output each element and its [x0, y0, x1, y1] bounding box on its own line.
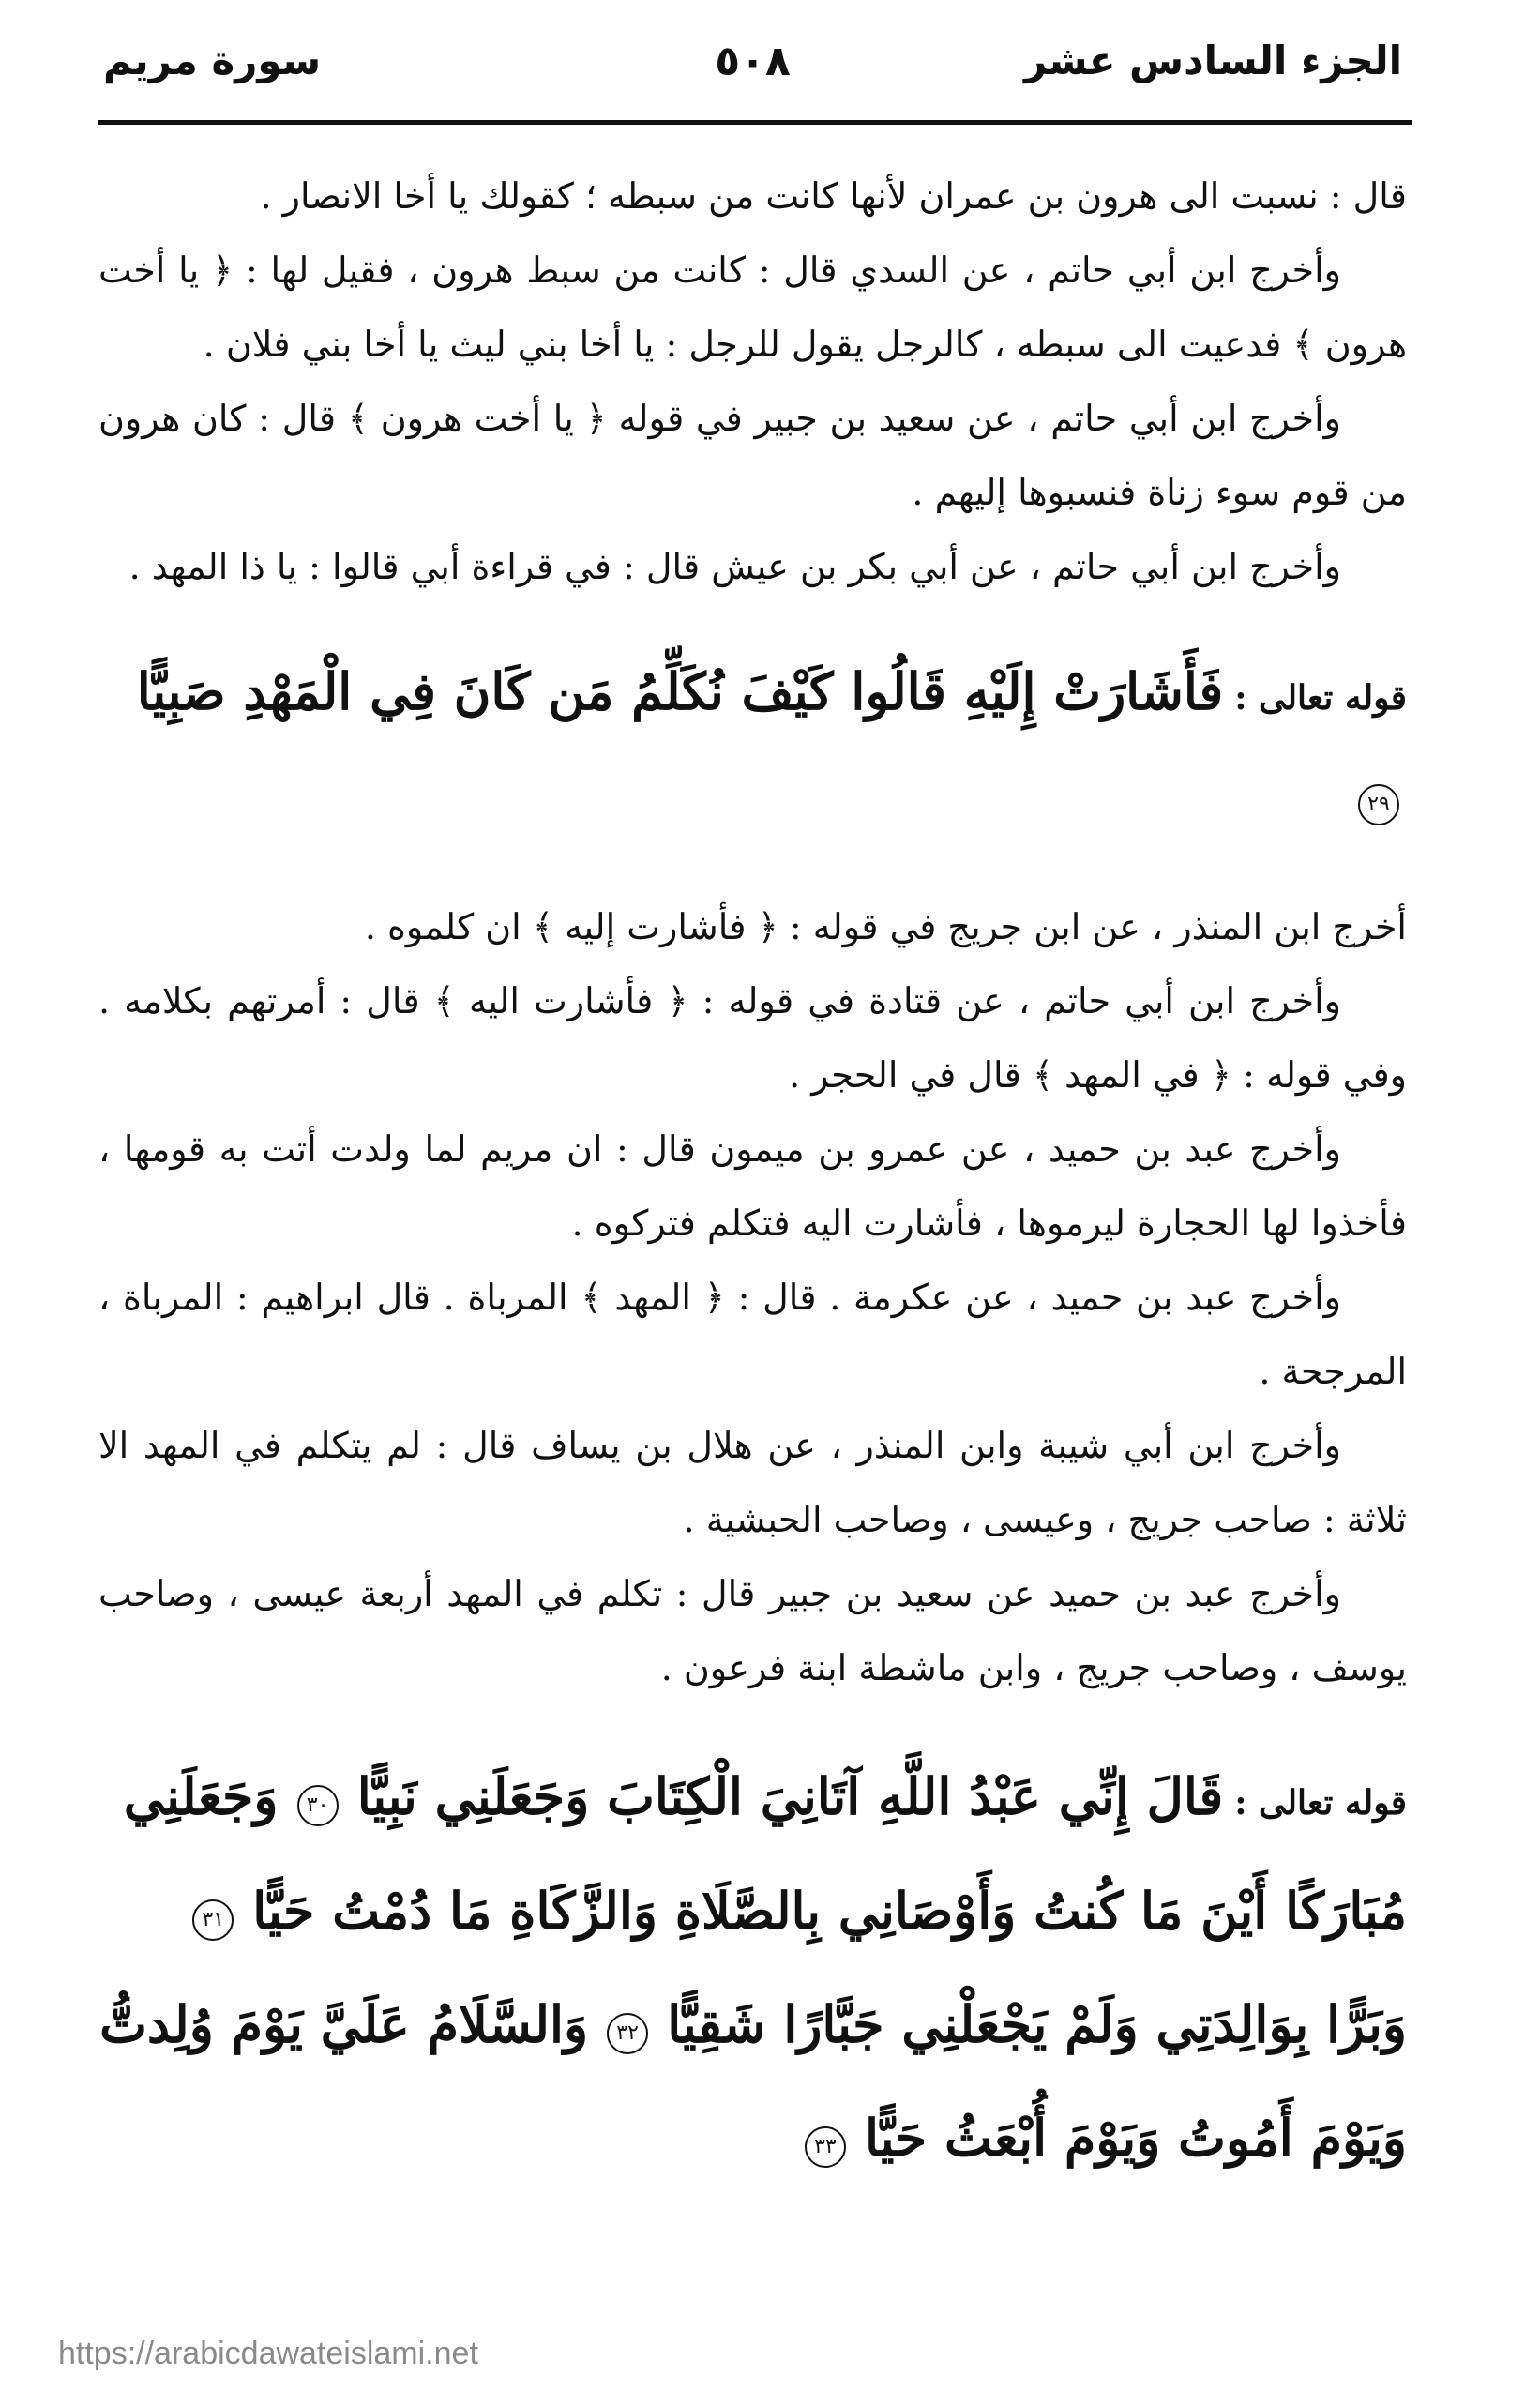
- source-watermark: https://arabicdawateislami.net: [58, 2336, 478, 2371]
- surah-label: سورة مريم: [103, 38, 322, 83]
- verse-text: قَالَ إِنِّي عَبْدُ اللَّهِ آتَانِيَ الْكِتَابَ وَجَعَلَنِي نَبِيًّا: [356, 1766, 1224, 1826]
- ayah-number-marker: ٣١: [192, 1899, 234, 1941]
- page-number: ٥٠٨: [715, 38, 791, 85]
- juz-label: الجزء السادس عشر: [1023, 38, 1402, 83]
- ayah-number-marker: ٣٣: [805, 2126, 846, 2168]
- header-divider: [98, 120, 1412, 125]
- paragraph-6: وأخرج ابن أبي حاتم ، عن قتادة في قوله : ﴿ فأشارت اليه ﴾ قال : أمرتهم بكلامه . وفي قوله : ﴿ في المهد ﴾ قال في الحجر .: [98, 980, 1407, 1096]
- paragraph-8: وأخرج عبد بن حميد ، عن عكرمة . قال : ﴿ المهد ﴾ المرباة . قال ابراهيم : المرباة ، المرجحة .: [98, 1277, 1407, 1392]
- verse-30-33-block: [98, 1743, 1407, 2198]
- paragraph-3: وأخرج ابن أبي حاتم ، عن سعيد بن جبير في قوله ﴿ يا أخت هرون ﴾ قال : كان هرون من قوم سوء زناة فنسبوها إليهم .: [98, 398, 1407, 513]
- page-header: [103, 28, 1402, 113]
- verse-text: وَالسَّلَامُ عَلَيَّ يَوْمَ وُلِدتُّ وَيَوْمَ أَمُوتُ وَيَوْمَ أُبْعَثُ حَيًّا: [99, 1994, 1407, 2168]
- paragraph-7: وأخرج عبد بن حميد ، عن عمرو بن ميمون قال : ان مريم لما ولدت أتت به قومها ، فأخذوا لها الحجارة ليرموها ، فأشارت اليه فتكلم فتركوه .: [98, 1128, 1407, 1244]
- ayah-number-marker: ٣٢: [607, 2013, 648, 2054]
- verse-text: وَجَعَلَنِي مُبَارَكًا أَيْنَ مَا كُنتُ وَأَوْصَانِي بِالصَّلَاةِ وَالزَّكَاةِ مَا دُمْتُ حَيًّا: [123, 1766, 1407, 1941]
- paragraph-9: وأخرج ابن أبي شيبة وابن المنذر ، عن هلال بن يساف قال : لم يتكلم في المهد الا ثلاثة : صاحب جريج ، وعيسى ، وصاحب الحبشية .: [98, 1425, 1407, 1540]
- page-body: [98, 159, 1407, 2198]
- verse-29-block: [98, 640, 1407, 853]
- paragraph-2: وأخرج ابن أبي حاتم ، عن السدي قال : كانت من سبط هرون ، فقيل لها : ﴿ يا أخت هرون ﴾ فدعيت الى سبطه ، كالرجل يقول للرجل : يا أخا بني ليث يا أخا بني فلان .: [98, 250, 1407, 365]
- paragraph-10: وأخرج عبد بن حميد عن سعيد بن جبير قال : تكلم في المهد أربعة عيسى ، وصاحب يوسف ، وصاحب جريج ، وابن ماشطة ابنة فرعون .: [98, 1573, 1407, 1688]
- paragraph-5: أخرج ابن المنذر ، عن ابن جريج في قوله : ﴿ فأشارت إليه ﴾ ان كلموه .: [364, 906, 1407, 947]
- paragraph-1: قال : نسبت الى هرون بن عمران لأنها كانت من سبطه ؛ كقولك يا أخا الانصار .: [260, 175, 1407, 217]
- verse-text: فَأَشَارَتْ إِلَيْهِ قَالُوا كَيْفَ نُكَلِّمُ مَن كَانَ فِي الْمَهْدِ صَبِيًّا: [136, 661, 1224, 721]
- verse-intro: قوله تعالى :: [1234, 1783, 1407, 1823]
- verse-intro: قوله تعالى :: [1234, 678, 1407, 718]
- ayah-number-marker: ٣٠: [297, 1785, 339, 1826]
- ayah-number-marker: ٢٩: [1358, 784, 1399, 825]
- verse-text: وَبَرًّا بِوَالِدَتِي وَلَمْ يَجْعَلْنِي جَبَّارًا شَقِيًّا: [667, 1994, 1407, 2054]
- paragraph-4: وأخرج ابن أبي حاتم ، عن أبي بكر بن عيش قال : في قراءة أبي قالوا : يا ذا المهد .: [128, 546, 1341, 587]
